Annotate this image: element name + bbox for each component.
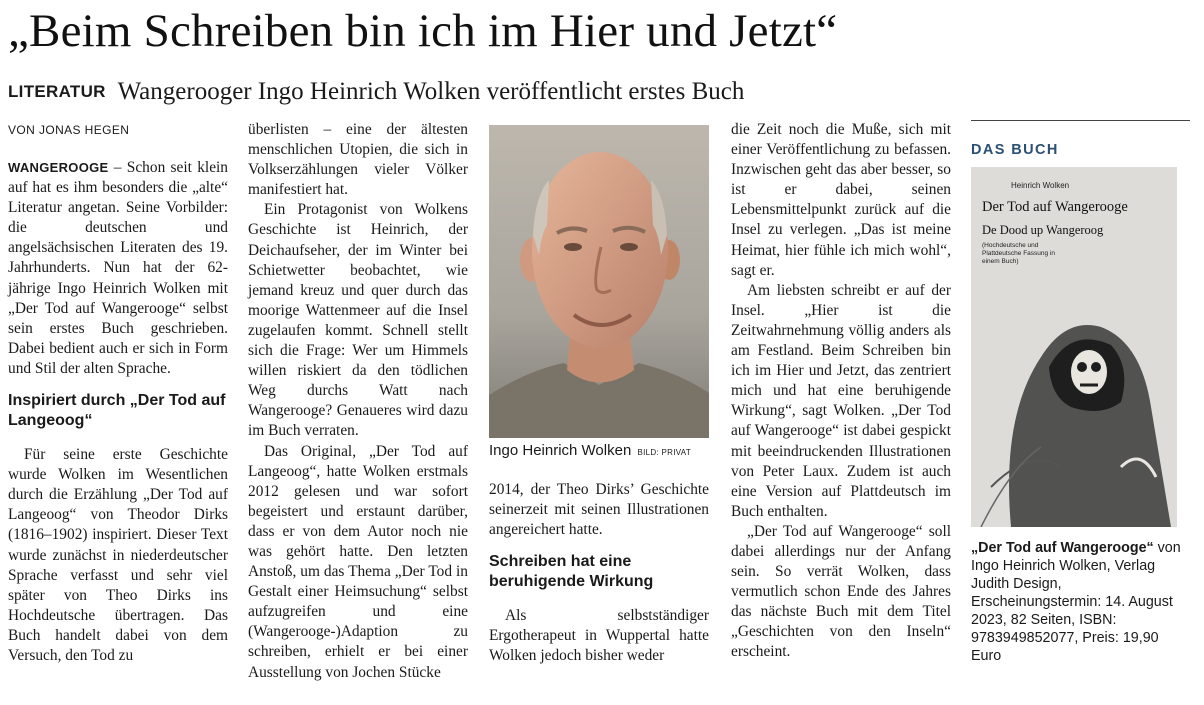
book-sidebar: [971, 120, 1190, 701]
subheadline-row: [8, 77, 1198, 107]
photo-credit: BILD: PRIVAT: [637, 448, 692, 457]
article-column-4: [731, 120, 951, 663]
body-paragraph: 2014, der Theo Dirks’ Geschichte seinerzeit mit seinen Illustrationen angereichert hatte.: [489, 481, 709, 539]
lead-paragraph: [8, 158, 228, 379]
body-paragraph: „Der Tod auf Wangerooge“ soll dabei allerdings nur der Anfang sein. So verrät Wolken, dass vermutlich schon Ende des Jahres das nächste Buch mit dem Titel „Geschichten von den Inseln“ erscheint.: [731, 522, 951, 661]
body-paragraph: Am liebsten schreibt er auf der Insel. „Hier ist die Zeitwahrnehmung völlig anders als am Festland. Beim Schreiben bin ich im Hier und Jetzt, das zentriert mich und hat eine beruhigende Wirkung“, sagt Wolken. „Der Tod auf Wangerooge“ ist dabei gespickt mit beeindruckenden Illustrationen von Peter Laux. Zudem ist auch eine Version auf Plattdeutsch im Buch enthalten.: [731, 281, 951, 520]
book-cover: [971, 167, 1177, 527]
dateline: WANGEROOGE: [8, 160, 109, 175]
subheadline: Wangerooger Ingo Heinrich Wolken veröffentlicht erstes Buch: [117, 78, 745, 105]
article-column-2: [248, 120, 468, 683]
body-paragraph: Das Original, „Der Tod auf Langeoog“, hatte Wolken erstmals 2012 gelesen und war sofort begeistert und erstaunt darüber, dass er von dem Autor noch nie was gehört hatte. Den letzten Anstoß, um das Thema „Der Tod in Gestalt einer Heimsuchung“ selbst aufzugreifen und eine (Wangerooge-)Adaption zu schreiben, erhielt er bei einer Ausstellung von Jochen Stücke: [248, 442, 468, 681]
body-paragraph: Für seine erste Geschichte wurde Wolken im Wesentlichen durch die Erzählung „Der Tod auf Langeoog“ von Theodor Dirks (1816–1902) inspiriert. Dieser Text wurde zunächst in niederdeutscher Sprache verfasst und sehr viel später von Theo Dirks ins Hochdeutsche übertragen. Das Buch handelt dabei von dem Versuch, den Tod zu: [8, 446, 228, 664]
cover-illustration: [971, 167, 1177, 527]
headline: „Beim Schreiben bin ich im Hier und Jetzt“: [8, 5, 838, 57]
cover-subtitle: De Dood up Wangeroog: [982, 223, 1104, 237]
section-subhead-1: Inspiriert durch „Der Tod auf Langeoog“: [8, 392, 226, 430]
book-title: „Der Tod auf Wangerooge“: [971, 540, 1154, 556]
section-subhead-2: Schreiben hat eine beruhigende Wirkung: [489, 553, 654, 591]
byline: VON JONAS HEGEN: [8, 123, 130, 137]
cover-author: Heinrich Wolken: [1011, 181, 1070, 190]
article-column-3: [489, 480, 709, 667]
lead-text: – Schon seit klein auf hat es ihm besonders die „alte“ Literatur angetan. Seine Vorbilder: die deutschen und angelsächsischen Literaten des 19. Jahrhunderts. Nun hat der 62-jährige Ingo Heinrich Wolken mit „Der Tod auf Wangerooge“ selbst sein erstes Buch geschrieben. Dabei bedient auch er sich in Form und Stil der alten Sprache.: [8, 159, 228, 377]
portrait-illustration: [489, 125, 709, 438]
photo-caption: [489, 442, 711, 459]
book-info: [971, 539, 1190, 665]
cover-note: (Hochdeutsche und Plattdeutsche Fassung in einem Buch): [982, 242, 1055, 265]
body-paragraph: Als selbstständiger Ergotherapeut in Wuppertal hatte Wolken jedoch bisher weder: [489, 607, 709, 665]
book-details: von Ingo Heinrich Wolken, Verlag Judith Design, Erscheinungstermin: 14. August 2023, 82 Seiten, ISBN: 9783949852077, Preis: 19,90 Euro: [971, 540, 1181, 664]
body-paragraph: Ein Protagonist von Wolkens Geschichte ist Heinrich, der Deichaufseher, der im Winter bei Schietwetter beobachtet, wie jemand kreuz und quer durch das moorige Wattenmeer auf die Insel zugelaufen kommt. Schnell stellt sich die Frage: Wer um Himmels willen riskiert da den tödlichen Weg durchs Watt nach Wangerooge? Genaueres wird dazu im Buch verraten.: [248, 201, 468, 440]
cover-title: Der Tod auf Wangerooge: [982, 199, 1128, 215]
sidebar-title: DAS BUCH: [971, 142, 1059, 158]
body-paragraph: überlisten – eine der ältesten menschlichen Utopien, die sich in Volkserzählungen vieler Völker manifestiert hat.: [248, 121, 468, 199]
section-kicker: LITERATUR: [8, 82, 106, 101]
body-paragraph: die Zeit noch die Muße, sich mit einer Veröffentlichung zu befassen. Inzwischen geht das aber besser, so ist er dabei, seinen Lebensmittelpunkt zurück auf die Insel zu verlegen. „Das ist meine Heimat, hier fühle ich mich wohl“, sagt er.: [731, 121, 951, 279]
author-photo: [489, 125, 709, 438]
caption-text: Ingo Heinrich Wolken: [489, 442, 632, 459]
article-column-1: [8, 120, 228, 666]
